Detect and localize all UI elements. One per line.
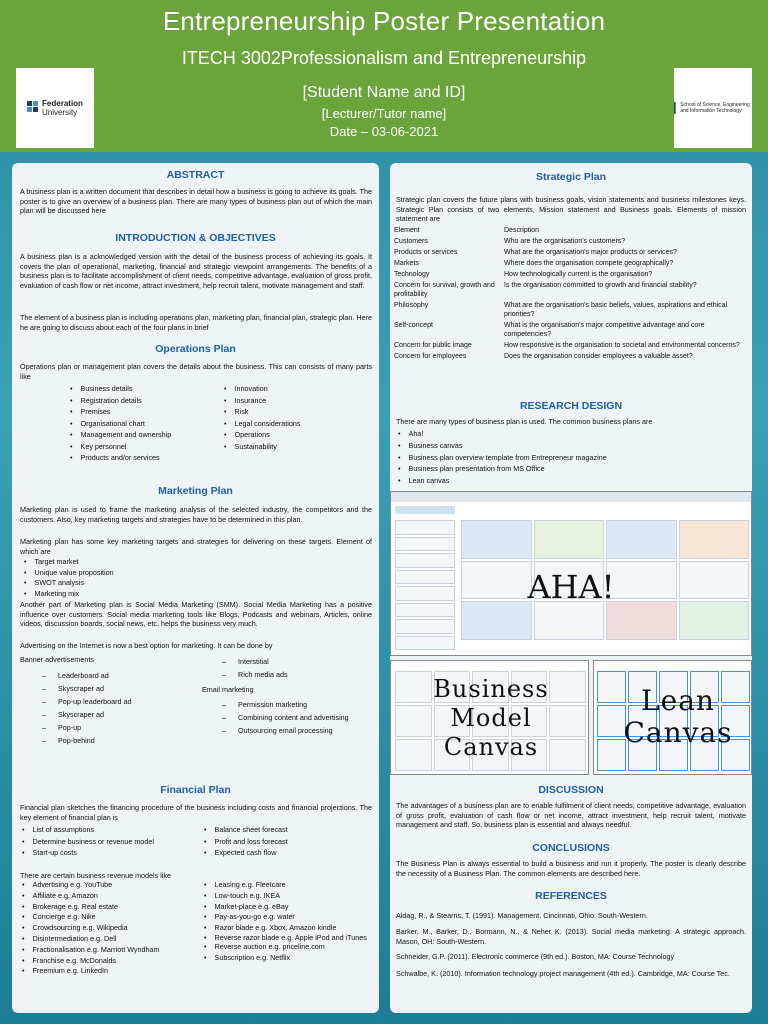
list-item: • Business plan overview template from Entrepreneur magazine [398,452,607,464]
list-item: – Leaderboard ad [42,669,132,682]
list-item: • Target market [24,557,114,568]
right-column [390,163,752,1013]
list-item: • Management and ownership [70,429,171,441]
references-title: REFERENCES [535,890,607,902]
list-item: – Pop-up leaderboard ad [42,695,132,708]
research-title: RESEARCH DESIGN [519,400,623,412]
strategic-text: Strategic plan covers the future plans with business goals, vision statements and business milestones keys. Strategic Plan consists of two elements, Mission statement and Business goals. Elements of mission statement are [396,195,746,224]
list-item: • Start-up costs [22,847,154,859]
list-item: • Marketing mix [24,589,114,600]
financial-left-list [22,824,154,859]
list-item: • Registration details [70,395,171,407]
reference-item: Schneider, G.P. (2011). Electronic commerce (9th ed.). Boston, MA: Course Technology [396,952,675,961]
list-item: • Affiliate e.g. Amazon [22,891,160,902]
list-item: – Permission marketing [222,698,349,711]
list-item: • Lean canvas [398,475,607,487]
list-item: • Subscription e.g. Netflix [204,953,376,964]
abstract-title: ABSTRACT [166,169,225,181]
intro-text-1: A business plan is a acknowledged version with the detail of the business process of achieving its goals. It covers the plan of operational, marketing, financial and strategic viewpoint arrangements. The benefits of a business plan is to facilitate accomplishment of client needs, competitive advantage, evaluation of gross profit, evaluation of cash flow or net income, attract investment, help recruit talent, motivate management and staff. [20,252,372,290]
table-row [394,352,748,363]
list-item: • Leasing e.g. Fleetcare [204,880,376,891]
list-item: • Premises [70,406,171,418]
poster-title: Entrepreneurship Poster Presentation [162,6,606,36]
table-cell-element: Self-concept [394,322,433,329]
list-item: • Expected cash flow [204,847,288,859]
table-cell-element: Concern for public image [394,342,472,349]
table-cell-description: What is the organisation's major competitive advantage and core competencies? [504,322,705,338]
list-item: • Risk [224,406,300,418]
list-item: • Reverse razor blade e.g. Apple iPod and iTunes [204,934,376,942]
operations-text: Operations plan or management plan covers the details about the business. This can consists of many parts like [20,362,372,381]
reference-item: Barker, M., Barker, D., Bormann, N., & Neher K. (2013). Social media marketing: A strategic approach. Mason, OH: South-Western. [396,927,746,946]
banner-ads-label: Banner advertisements [20,655,94,664]
business-model-canvas-image [390,660,589,775]
conclusions-title: CONCLUSIONS [532,842,610,854]
aha-label: AHA! [527,568,615,606]
list-item: • Innovation [224,383,300,395]
list-item: – Pop-behind [42,734,132,747]
list-item: • Disintermediation e.g. Dell [22,934,160,945]
mission-statement-table [394,226,748,363]
list-item: • Insurance [224,395,300,407]
reference-item: Schwalbe, K. (2010). Information technology project management (4th ed.). Cambridge, MA: Course Tec. [396,969,730,978]
financial-title: Financial Plan [160,784,231,796]
table-cell-element: Philosophy [394,302,429,309]
list-item: • Franchise e.g. McDonalds [22,956,160,967]
list-item: • Key personnel [70,441,171,453]
list-item: – Skyscraper ad [42,682,132,695]
marketing-text-3: Another part of Marketing plan is Social Media Marketing (SMM). Social Media Marketing has a positive influence over customers. Social media marketing tools like Blogs, Podcasts and webinars, Articles, online videos, discussion boards, social news, etc. helps the business very much. [20,600,372,629]
table-cell-description: Where does the organisation compete geographically? [504,260,674,267]
list-item: • Sustainability [224,441,300,453]
marketing-title: Marketing Plan [158,485,233,497]
financial-text: Financial plan sketches the financing procedure of the business including costs and financial projections. The key element of financial plan is [20,803,372,822]
email-marketing-list [222,698,349,737]
strategic-title: Strategic Plan [535,171,607,183]
lean-canvas-image [593,660,752,775]
list-item: • Advertising e.g. YouTube [22,880,160,891]
table-row [394,248,748,259]
operations-left-list [70,383,171,464]
marketing-text-2: Marketing plan has some key marketing targets and strategies for delivering on these targets. Element of which are [20,537,372,556]
table-row [394,270,748,281]
lean-canvas-label: Lean Canvas [623,684,733,749]
revenue-models-right [204,880,376,964]
abstract-text: A business plan is a written document that describes in detail how a business is going to achieve its goals. The poster is to give an overview of a business plan. There are many types of business plan out of which the main plan will be discussed here [20,187,372,216]
tutor-name: [Lecturer/Tutor name] [321,106,447,121]
list-item: • Crowdsourcing e.g. Wikipedia [22,923,160,934]
poster-header [0,0,768,152]
reference-item: Aldag, R., & Stearns, T. (1991). Management. Cincinnati, Ohio: South-Western. [396,911,648,920]
list-item: • Determine business or revenue model [22,836,154,848]
list-item: – Outsourcing email processing [222,724,349,737]
list-item: • Market-place e.g. eBay [204,902,376,913]
school-wordmark: School of Science, Engineering and Information Technology [680,102,750,114]
list-item: • Concierge e.g. Nike [22,912,160,923]
list-item: • SWOT analysis [24,578,114,589]
list-item: • Unique value proposition [24,568,114,579]
list-item: – Skyscraper ad [42,708,132,721]
table-cell-element: Technology [394,271,430,278]
list-item: • Operations [224,429,300,441]
table-cell-element: Concern for employees [394,353,467,360]
list-item: – Combining content and advertising [222,711,349,724]
marketing-elements-list [24,557,114,599]
marketing-text-4: Advertising on the Internet is now a best option for marketing. It can be done by [20,641,273,650]
revenue-models-left [22,880,160,977]
list-item: • Profit and loss forecast [204,836,288,848]
list-item: • Business details [70,383,171,395]
discussion-title: DISCUSSION [538,784,604,796]
operations-right-list [224,383,300,452]
research-text: There are many types of business plan is used. The common business plans are [396,417,653,426]
discussion-text: The advantages of a business plan are to enable fulfilment of client needs, competitive advantage, evaluation of gross profit, evaluation of cash flow or net income, attract investment, help recruit talent, motivate management and staff. So, business plan is essential and always needful. [396,801,746,830]
list-item: • Business canvas [398,440,607,452]
table-cell-description: Is the organisation committed to growth and financial stability? [504,282,697,289]
financial-right-list [204,824,288,859]
federation-wordmark: Federation University [42,99,83,117]
course-title: ITECH 3002Professionalism and Entrepreneurship [181,48,587,68]
list-item: – Pop-up [42,721,132,734]
student-name: [Student Name and ID] [302,84,466,101]
list-item: • Legal considerations [224,418,300,430]
aha-screenshot [390,491,752,656]
table-cell-description: Who are the organisation's customers? [504,238,626,245]
intro-text-2: The element of a business plan is including operations plan, marketing plan, financial plan, strategic plan. Here he are going to discuss about each of the four plans in brief [20,313,372,332]
table-row [394,281,748,301]
left-column [12,163,379,1013]
table-row [394,301,748,321]
school-logo [674,68,752,148]
table-cell-element: Products or services [394,249,458,256]
list-item: • Brokerage e.g. Real estate [22,902,160,913]
list-item: • Freemium e.g. LinkedIn [22,966,160,977]
list-item: • Razor blade e.g. Xbox, Amazon kindle [204,923,376,934]
email-marketing-label: Email marketing [202,685,254,694]
table-row [394,226,748,237]
list-item: – Rich media ads [222,668,288,681]
list-item: • Aha! [398,428,607,440]
table-cell-description: Does the organisation consider employees a valuable asset? [504,353,693,360]
banner-ads-list [42,669,132,747]
table-cell-element: Markets [394,260,419,267]
table-cell-description: What are the organisation's basic beliefs, values, aspirations and ethical priorities? [504,302,728,318]
table-cell-element: Concern for survival, growth and profitability [394,282,495,298]
table-row [394,259,748,270]
federation-emblem-icon [27,101,39,115]
list-item: • Products and/or services [70,452,171,464]
list-item: • Reverse auction e.g. priceline.com [204,942,376,953]
table-cell-description: How technologically current is the organisation? [504,271,653,278]
list-item: • Business plan presentation from MS Office [398,463,607,475]
list-item: • Fractionalisation e.g. Marriott Wyndham [22,945,160,956]
list-item: • Low-touch e.g. IKEA [204,891,376,902]
poster-date: Date – 03-06-2021 [329,124,439,139]
table-cell-element: Customers [394,238,428,245]
bmc-label: Business Model Canvas [433,675,549,761]
intro-title: INTRODUCTION & OBJECTIVES [115,232,276,244]
revenue-models-intro: There are certain business revenue models like [20,871,172,880]
operations-title: Operations Plan [155,343,236,355]
list-item: • Pay-as-you-go e.g. water [204,912,376,923]
school-emblem-icon [674,97,677,119]
research-list [398,428,607,487]
list-item: • Balance sheet forecast [204,824,288,836]
marketing-text-1: Marketing plan is used to frame the marketing analysis of the selected industry, the competitors and the customers. Also, key marketing targets and strategies have to be determined in this plan. [20,505,372,524]
table-cell-element: Element [394,227,420,234]
list-item: • Organisational chart [70,418,171,430]
other-ads-list [222,655,288,681]
federation-logo [16,68,94,148]
table-row [394,321,748,341]
table-row [394,237,748,248]
table-cell-description: Description [504,227,540,234]
table-row [394,341,748,352]
table-cell-description: How responsive is the organisation to societal and environmental concerns? [504,342,740,349]
list-item: • List of assumptions [22,824,154,836]
list-item: – Interstitial [222,655,288,668]
conclusions-text: The Business Plan is always essential to build a business and run it properly. The poster is clearly describe the necessity of a Business Plan. The common elements are described here. [396,859,746,878]
table-cell-description: What are the organisation's major products or services? [504,249,677,256]
